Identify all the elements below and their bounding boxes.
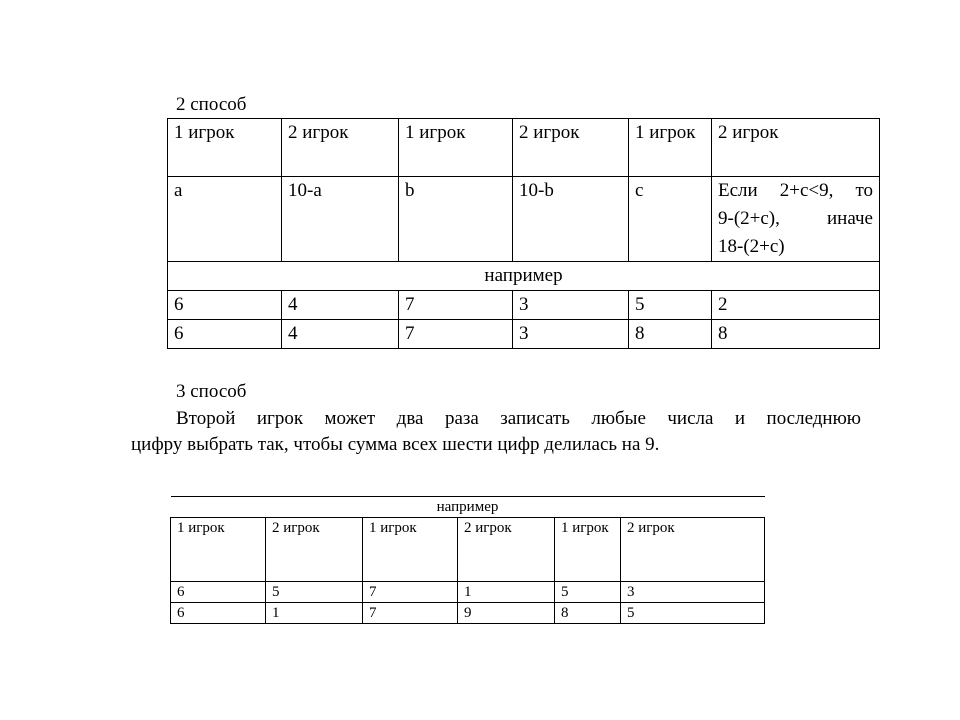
table-cell: 6 (171, 603, 266, 624)
table-cell: 6 (168, 320, 282, 349)
table-cell: 2 (712, 291, 880, 320)
table-cell: 7 (363, 603, 458, 624)
formula-condition-cell (712, 177, 880, 262)
formula-cell: c (629, 177, 712, 262)
table-cell: 9 (458, 603, 555, 624)
table-header-row (171, 518, 765, 582)
table-cell: 6 (171, 582, 266, 603)
table-cell: 8 (629, 320, 712, 349)
header-cell: 1 игрок (363, 518, 458, 582)
formula-cell: 10-a (282, 177, 399, 262)
table-row (171, 582, 765, 603)
header-cell: 1 игрок (629, 119, 712, 177)
table-cell: 7 (363, 582, 458, 603)
formula-cell: a (168, 177, 282, 262)
example-label: например (171, 497, 765, 518)
table-cell: 1 (458, 582, 555, 603)
section-3-heading: 3 способ (176, 381, 247, 402)
table-cell: 8 (555, 603, 621, 624)
header-cell: 2 игрок (513, 119, 629, 177)
example-row (171, 497, 765, 518)
formula-line: Если 2+с<9, то (718, 180, 873, 201)
method-2-table (167, 118, 880, 349)
table-cell: 5 (555, 582, 621, 603)
table-cell: 3 (513, 320, 629, 349)
header-cell: 1 игрок (399, 119, 513, 177)
method-3-paragraph (131, 406, 861, 458)
table-cell: 3 (621, 582, 765, 603)
formula-cell: 10-b (513, 177, 629, 262)
table-cell: 6 (168, 291, 282, 320)
header-cell: 2 игрок (282, 119, 399, 177)
table-cell: 4 (282, 320, 399, 349)
paragraph-line: цифру выбрать так, чтобы сумма всех шести цифр делилась на 9. (131, 434, 660, 455)
table-cell: 7 (399, 291, 513, 320)
table-row (171, 603, 765, 624)
table-header-row (168, 119, 880, 177)
section-2-heading: 2 способ (176, 94, 247, 115)
example-row (168, 262, 880, 291)
header-cell: 1 игрок (555, 518, 621, 582)
table-cell: 4 (282, 291, 399, 320)
table-cell: 5 (621, 603, 765, 624)
table-cell: 8 (712, 320, 880, 349)
formula-row (168, 177, 880, 262)
paragraph-line: Второй игрок может два раза записать любые числа и последнюю (176, 408, 861, 429)
method-3-table (170, 496, 765, 624)
formula-line: 18-(2+с) (718, 236, 785, 257)
formula-cell: b (399, 177, 513, 262)
table-row (168, 320, 880, 349)
header-cell: 1 игрок (171, 518, 266, 582)
table-cell: 7 (399, 320, 513, 349)
formula-line: 9-(2+с), иначе (718, 208, 873, 229)
table-cell: 5 (629, 291, 712, 320)
header-cell: 2 игрок (621, 518, 765, 582)
header-cell: 2 игрок (712, 119, 880, 177)
table-cell: 1 (266, 603, 363, 624)
table-cell: 3 (513, 291, 629, 320)
header-cell: 2 игрок (458, 518, 555, 582)
example-label: например (168, 262, 880, 291)
header-cell: 1 игрок (168, 119, 282, 177)
table-row (168, 291, 880, 320)
table-cell: 5 (266, 582, 363, 603)
header-cell: 2 игрок (266, 518, 363, 582)
